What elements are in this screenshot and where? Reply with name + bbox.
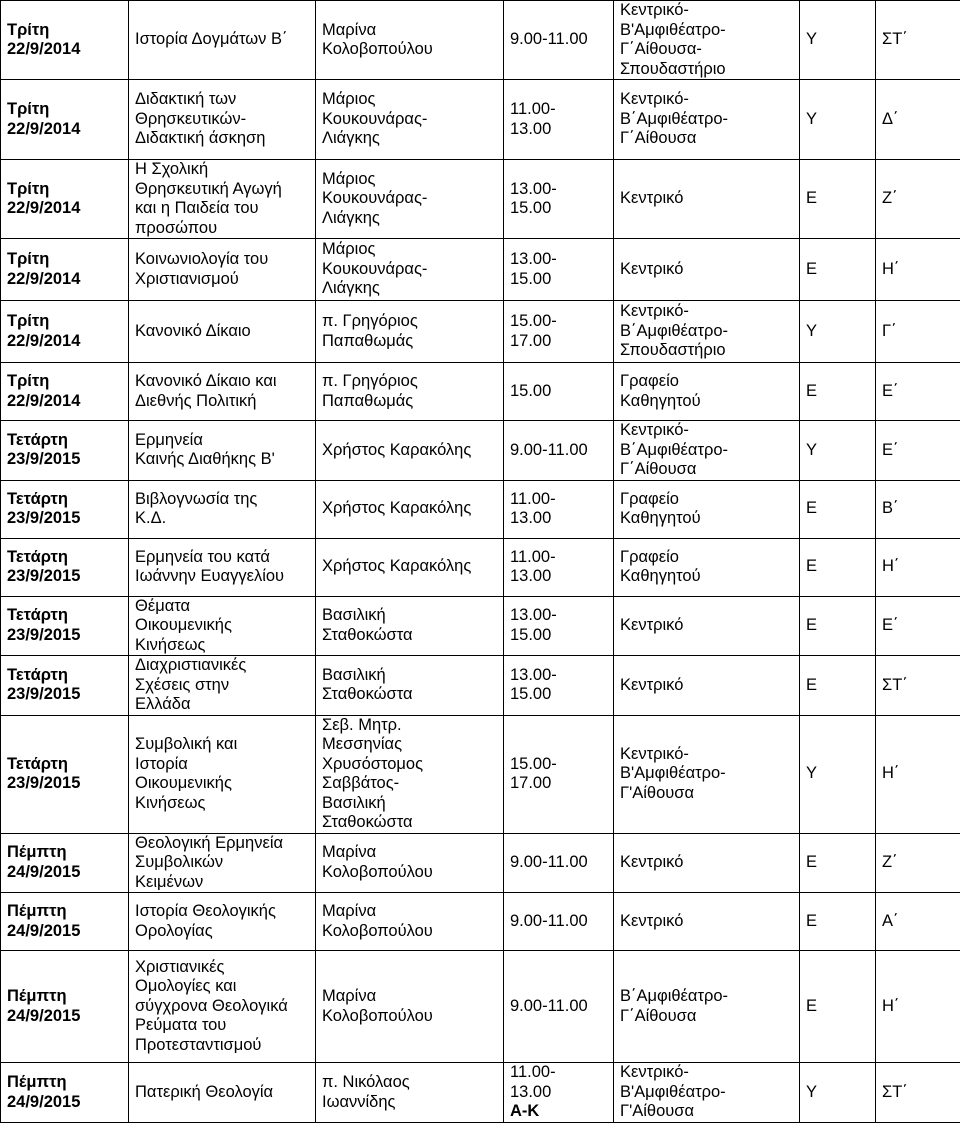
- exam-room-cell: [614, 833, 800, 893]
- semester-cell: [876, 596, 960, 656]
- semester: Β΄: [882, 499, 899, 518]
- course-name: Θέματα Οικουμενικής Κινήσεως: [135, 596, 232, 654]
- course-type-cell: [800, 421, 876, 481]
- semester: Η΄: [882, 557, 900, 576]
- exam-date: Πέμπτη 24/9/2015: [7, 843, 81, 881]
- instructor-name-cell: [316, 160, 504, 239]
- exam-time-cell: [504, 80, 614, 160]
- exam-time: 15.00- 17.00: [510, 754, 557, 792]
- exam-time: 9.00-11.00: [510, 996, 588, 1015]
- course-type-cell: [800, 1063, 876, 1123]
- instructor-name-cell: [316, 715, 504, 833]
- exam-time-cell: [504, 421, 614, 481]
- exam-room-cell: [614, 363, 800, 421]
- course-type-cell: [800, 80, 876, 160]
- semester: Η΄: [882, 996, 900, 1015]
- exam-room: Κεντρικό- Β΄Αμφιθέατρο- Γ΄Αίθουσα: [620, 421, 729, 478]
- exam-date: Τρίτη 22/9/2014: [7, 372, 81, 410]
- exam-time: 11.00- 13.00: [510, 489, 556, 527]
- instructor-name: Μαρίνα Κολοβοπούλου: [322, 902, 433, 940]
- exam-time-cell: [504, 239, 614, 301]
- course-type: Ε: [806, 189, 818, 208]
- course-type: Ε: [806, 557, 818, 576]
- semester-cell: [876, 421, 960, 481]
- exam-date-cell: [1, 715, 129, 833]
- exam-date-cell: [1, 538, 129, 596]
- exam-time: 9.00-11.00: [510, 30, 588, 49]
- exam-date-cell: [1, 301, 129, 363]
- exam-date: Τρίτη 22/9/2014: [7, 179, 81, 217]
- exam-room-cell: [614, 538, 800, 596]
- exam-room-cell: [614, 421, 800, 481]
- semester-cell: [876, 656, 960, 716]
- exam-room-cell: [614, 80, 800, 160]
- course-type-cell: [800, 833, 876, 893]
- course-type: Ε: [806, 499, 818, 518]
- exam-room-cell: [614, 480, 800, 538]
- exam-date: Πέμπτη 24/9/2015: [7, 987, 81, 1025]
- table-row: [1, 1063, 960, 1123]
- course-type: Ε: [806, 381, 818, 400]
- exam-room: Κεντρικό: [620, 259, 684, 278]
- course-name: Συμβολική και Ιστορία Οικουμενικής Κινήσεως: [135, 735, 238, 812]
- semester-cell: [876, 301, 960, 363]
- instructor-name-cell: [316, 538, 504, 596]
- table-row: [1, 596, 960, 656]
- course-name-cell: [129, 715, 316, 833]
- instructor-name-cell: [316, 363, 504, 421]
- exam-room-cell: [614, 951, 800, 1063]
- course-type: Ε: [806, 675, 818, 694]
- exam-date: Τετάρτη 23/9/2015: [7, 547, 81, 585]
- instructor-name: Μαρίνα Κολοβοπούλου: [322, 987, 433, 1025]
- exam-room: Κεντρικό: [620, 189, 684, 208]
- exam-group: Α-Κ: [510, 1102, 540, 1121]
- exam-room: Κεντρικό- Β΄Αμφιθέατρο- Σπουδαστήριο: [620, 302, 729, 360]
- semester-cell: [876, 80, 960, 160]
- table-row: [1, 421, 960, 481]
- course-name: Κανονικό Δίκαιο: [135, 321, 251, 340]
- exam-time-cell: [504, 1063, 614, 1123]
- exam-time-cell: [504, 1, 614, 80]
- instructor-name-cell: [316, 80, 504, 160]
- instructor-name: Μαρίνα Κολοβοπούλου: [322, 843, 433, 881]
- semester-cell: [876, 1, 960, 80]
- exam-room: Γραφείο Καθηγητού: [620, 547, 701, 585]
- exam-time: 15.00- 17.00: [510, 312, 557, 350]
- semester: Ζ΄: [882, 853, 898, 871]
- exam-time: 15.00: [510, 381, 552, 400]
- exam-room: Γραφείο Καθηγητού: [620, 489, 701, 527]
- course-type: Υ: [806, 440, 818, 459]
- exam-time: 9.00-11.00: [510, 440, 588, 459]
- course-type-cell: [800, 715, 876, 833]
- table-row: [1, 833, 960, 893]
- table-row: [1, 538, 960, 596]
- exam-time: 13.00- 15.00: [510, 665, 557, 704]
- table-row: [1, 715, 960, 833]
- course-name-cell: [129, 1, 316, 80]
- instructor-name: Μάριος Κουκουνάρας- Λιάγκης: [322, 240, 428, 298]
- course-name: Ιστορία Δογμάτων Β΄: [135, 30, 288, 49]
- exam-room-cell: [614, 1063, 800, 1123]
- course-type-cell: [800, 160, 876, 239]
- course-name-cell: [129, 951, 316, 1063]
- exam-room-cell: [614, 893, 800, 951]
- course-name-cell: [129, 301, 316, 363]
- instructor-name-cell: [316, 239, 504, 301]
- instructor-name: Χρήστος Καρακόλης: [322, 499, 472, 518]
- course-name: Πατερική Θεολογία: [135, 1082, 274, 1101]
- course-name: Βιβλογνωσία της Κ.Δ.: [135, 489, 258, 527]
- exam-date-cell: [1, 160, 129, 239]
- exam-time-cell: [504, 480, 614, 538]
- table-row: [1, 160, 960, 239]
- semester-cell: [876, 538, 960, 596]
- course-name: Κοινωνιολογία του Χριστιανισμού: [135, 250, 269, 288]
- instructor-name-cell: [316, 1063, 504, 1123]
- exam-date: Τρίτη 22/9/2014: [7, 312, 81, 350]
- instructor-name: Σεβ. Μητρ. Μεσσηνίας Χρυσόστομος Σαββάτος- Βασιλική Σταθοκώστα: [322, 715, 424, 831]
- course-type-cell: [800, 480, 876, 538]
- semester: Α΄: [882, 911, 899, 930]
- exam-time-cell: [504, 538, 614, 596]
- course-type-cell: [800, 301, 876, 363]
- course-type: Υ: [806, 30, 818, 49]
- exam-date-cell: [1, 480, 129, 538]
- instructor-name: Βασιλική Σταθοκώστα: [322, 665, 413, 704]
- semester: Ζ΄: [882, 189, 898, 208]
- exam-room: Κεντρικό: [620, 853, 684, 871]
- course-type-cell: [800, 951, 876, 1063]
- exam-time: 13.00- 15.00: [510, 250, 557, 288]
- exam-date-cell: [1, 421, 129, 481]
- exam-room: Β΄Αμφιθέατρο- Γ΄Αίθουσα: [620, 987, 729, 1025]
- exam-date: Τρίτη 22/9/2014: [7, 250, 81, 288]
- instructor-name-cell: [316, 893, 504, 951]
- course-type-cell: [800, 596, 876, 656]
- exam-date: Τετάρτη 23/9/2015: [7, 754, 81, 792]
- course-type: Ε: [806, 911, 818, 930]
- instructor-name-cell: [316, 596, 504, 656]
- course-name: Θεολογική Ερμηνεία Συμβολικών Κειμένων: [135, 833, 284, 891]
- table-row: [1, 656, 960, 716]
- course-name-cell: [129, 893, 316, 951]
- exam-room: Κεντρικό- Β'Αμφιθέατρο- Γ'Αίθουσα: [620, 1063, 726, 1121]
- semester: Ε΄: [882, 440, 899, 459]
- exam-time-cell: [504, 893, 614, 951]
- exam-date-cell: [1, 656, 129, 716]
- table-row: [1, 480, 960, 538]
- exam-date-cell: [1, 893, 129, 951]
- semester: Δ΄: [882, 109, 899, 128]
- exam-time: 9.00-11.00: [510, 853, 588, 871]
- semester: ΣΤ΄: [882, 30, 908, 49]
- table-row: [1, 301, 960, 363]
- course-type: Ε: [806, 616, 818, 634]
- exam-time-cell: [504, 160, 614, 239]
- table-row: [1, 363, 960, 421]
- exam-time: 11.00- 13.00: [510, 100, 556, 138]
- exam-date: Τετάρτη 23/9/2015: [7, 606, 81, 644]
- semester: ΣΤ΄: [882, 675, 908, 694]
- course-name: Χριστιανικές Ομολογίες και σύγχρονα Θεολογικά Ρεύματα του Προτεσταντισμού: [135, 957, 288, 1054]
- exam-room-cell: [614, 301, 800, 363]
- exam-time-cell: [504, 951, 614, 1063]
- instructor-name-cell: [316, 421, 504, 481]
- exam-room: Κεντρικό- Β'Αμφιθέατρο- Γ΄Αίθουσα- Σπουδαστήριο: [620, 1, 726, 78]
- exam-time-cell: [504, 833, 614, 893]
- instructor-name: Μάριος Κουκουνάρας- Λιάγκης: [322, 90, 428, 148]
- exam-date-cell: [1, 1063, 129, 1123]
- instructor-name: Χρήστος Καρακόλης: [322, 557, 472, 576]
- exam-room: Κεντρικό- Β΄Αμφιθέατρο- Γ΄Αίθουσα: [620, 90, 729, 148]
- instructor-name-cell: [316, 833, 504, 893]
- exam-date: Τρίτη 22/9/2014: [7, 20, 81, 58]
- semester-cell: [876, 833, 960, 893]
- exam-room: Κεντρικό- Β'Αμφιθέατρο- Γ'Αίθουσα: [620, 744, 726, 802]
- exam-time-cell: [504, 596, 614, 656]
- exam-room-cell: [614, 239, 800, 301]
- exam-schedule-body: [1, 1, 960, 1123]
- course-type: Υ: [806, 109, 818, 128]
- course-name: Ερμηνεία του κατά Ιωάννην Ευαγγελίου: [135, 547, 285, 585]
- exam-date-cell: [1, 833, 129, 893]
- exam-date-cell: [1, 80, 129, 160]
- exam-time-cell: [504, 715, 614, 833]
- semester: ΣΤ΄: [882, 1082, 908, 1101]
- course-name: Ερμηνεία Καινής Διαθήκης Β': [135, 430, 275, 469]
- course-type-cell: [800, 656, 876, 716]
- course-name-cell: [129, 239, 316, 301]
- course-type-cell: [800, 363, 876, 421]
- instructor-name: Χρήστος Καρακόλης: [322, 440, 472, 459]
- exam-room-cell: [614, 160, 800, 239]
- exam-room-cell: [614, 1, 800, 80]
- course-name: Ιστορία Θεολογικής Ορολογίας: [135, 902, 276, 940]
- exam-room: Κεντρικό: [620, 616, 684, 634]
- exam-time-cell: [504, 363, 614, 421]
- exam-date-cell: [1, 951, 129, 1063]
- table-row: [1, 80, 960, 160]
- semester-cell: [876, 363, 960, 421]
- exam-time: 13.00- 15.00: [510, 179, 557, 217]
- semester: Ε΄: [882, 381, 899, 400]
- exam-date: Τρίτη 22/9/2014: [7, 100, 81, 138]
- course-name-cell: [129, 1063, 316, 1123]
- course-name-cell: [129, 596, 316, 656]
- semester: Η΄: [882, 764, 900, 783]
- exam-room-cell: [614, 656, 800, 716]
- course-type: Ε: [806, 259, 818, 278]
- semester: Η΄: [882, 259, 900, 278]
- exam-date: Τετάρτη 23/9/2015: [7, 665, 81, 704]
- exam-time: 11.00- 13.00: [510, 547, 556, 585]
- exam-room: Κεντρικό: [620, 675, 684, 694]
- instructor-name: π. Γρηγόριος Παπαθωμάς: [322, 312, 418, 350]
- course-name-cell: [129, 421, 316, 481]
- exam-date: Πέμπτη 24/9/2015: [7, 1073, 81, 1111]
- exam-date: Τετάρτη 23/9/2015: [7, 489, 81, 527]
- course-name-cell: [129, 80, 316, 160]
- instructor-name: Μάριος Κουκουνάρας- Λιάγκης: [322, 169, 428, 227]
- exam-room-cell: [614, 715, 800, 833]
- semester-cell: [876, 893, 960, 951]
- instructor-name-cell: [316, 301, 504, 363]
- course-name-cell: [129, 160, 316, 239]
- exam-time-cell: [504, 301, 614, 363]
- exam-date-cell: [1, 363, 129, 421]
- course-name-cell: [129, 480, 316, 538]
- exam-room-cell: [614, 596, 800, 656]
- exam-time: 13.00- 15.00: [510, 606, 557, 644]
- semester-cell: [876, 951, 960, 1063]
- course-type: Ε: [806, 996, 818, 1015]
- course-name: Διδακτική των Θρησκευτικών- Διδακτική άσκηση: [135, 90, 266, 148]
- course-name: Διαχριστιανικές Σχέσεις στην Ελλάδα: [135, 656, 247, 713]
- table-row: [1, 951, 960, 1063]
- exam-time: 9.00-11.00: [510, 911, 588, 930]
- course-type: Υ: [806, 321, 818, 340]
- course-name-cell: [129, 656, 316, 716]
- course-name-cell: [129, 363, 316, 421]
- instructor-name: Μαρίνα Κολοβοπούλου: [322, 20, 433, 58]
- exam-date: Τετάρτη 23/9/2015: [7, 430, 81, 469]
- instructor-name-cell: [316, 1, 504, 80]
- exam-room: Γραφείο Καθηγητού: [620, 372, 701, 410]
- exam-date: Πέμπτη 24/9/2015: [7, 902, 81, 940]
- instructor-name: Βασιλική Σταθοκώστα: [322, 606, 413, 644]
- exam-time: 11.00- 13.00: [510, 1063, 556, 1101]
- course-name-cell: [129, 833, 316, 893]
- course-name: Κανονικό Δίκαιο και Διεθνής Πολιτική: [135, 372, 277, 410]
- instructor-name: π. Γρηγόριος Παπαθωμάς: [322, 372, 418, 410]
- exam-date-cell: [1, 239, 129, 301]
- course-name: Η Σχολική Θρησκευτική Αγωγή και η Παιδεία του προσώπου: [135, 160, 282, 237]
- instructor-name-cell: [316, 480, 504, 538]
- semester: Ε΄: [882, 616, 899, 634]
- table-row: [1, 893, 960, 951]
- semester-cell: [876, 239, 960, 301]
- instructor-name-cell: [316, 656, 504, 716]
- course-type: Υ: [806, 1082, 818, 1101]
- semester-cell: [876, 160, 960, 239]
- semester-cell: [876, 715, 960, 833]
- semester-cell: [876, 1063, 960, 1123]
- instructor-name: π. Νικόλαος Ιωαννίδης: [322, 1073, 410, 1111]
- course-type-cell: [800, 239, 876, 301]
- exam-date-cell: [1, 596, 129, 656]
- exam-date-cell: [1, 1, 129, 80]
- semester: Γ΄: [882, 321, 897, 340]
- table-row: [1, 1, 960, 80]
- semester-cell: [876, 480, 960, 538]
- course-type-cell: [800, 1, 876, 80]
- course-type-cell: [800, 893, 876, 951]
- instructor-name-cell: [316, 951, 504, 1063]
- course-type: Υ: [806, 764, 818, 783]
- course-name-cell: [129, 538, 316, 596]
- course-type-cell: [800, 538, 876, 596]
- exam-room: Κεντρικό: [620, 911, 684, 930]
- exam-time-cell: [504, 656, 614, 716]
- table-row: [1, 239, 960, 301]
- course-type: Ε: [806, 853, 818, 871]
